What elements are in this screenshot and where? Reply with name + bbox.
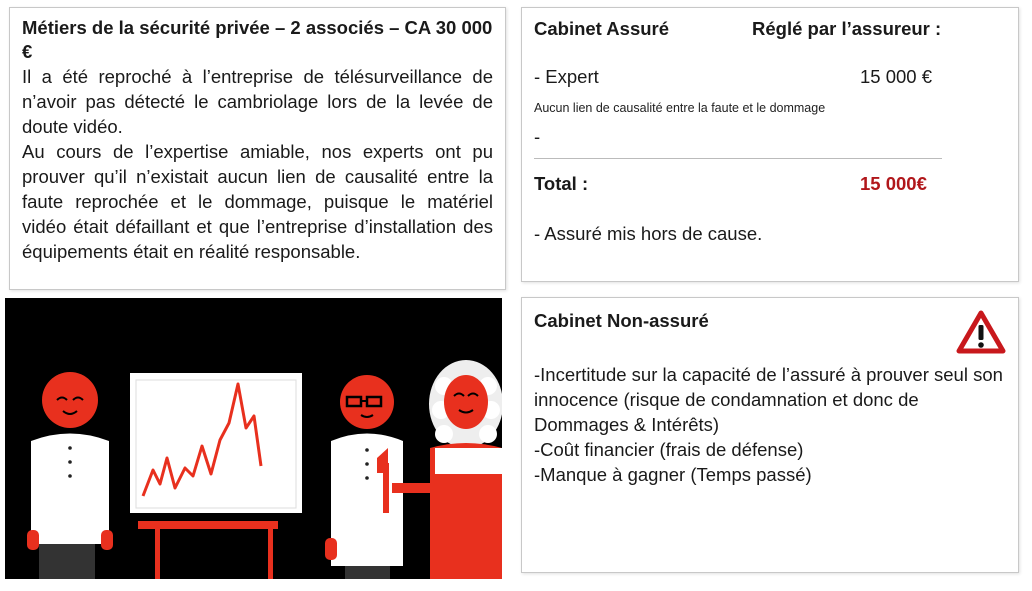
total-value: 15 000€ (860, 173, 927, 194)
causality-note: Aucun lien de causalité entre la faute et le dommage (534, 101, 826, 115)
regle-label: Réglé par l’assureur : (752, 18, 942, 39)
warning-icon (956, 310, 1006, 354)
consequence-item-3: -Manque à gagner (Temps passé) (534, 464, 812, 485)
total-divider (534, 158, 942, 159)
cabinet-non-assure-title: Cabinet Non-assuré (534, 310, 709, 331)
case-description-box (9, 7, 506, 290)
cabinet-assure-title: Cabinet Assuré (534, 18, 670, 39)
empty-dash: - (534, 126, 541, 147)
consequences-list (534, 362, 1004, 487)
outcome-text: - Assuré mis hors de cause. (534, 223, 763, 244)
cabinet-non-assure-box (521, 297, 1019, 573)
illustration-graphic (5, 298, 502, 579)
consequence-item-1: -Incertitude sur la capacité de l’assuré à prouver seul son innocence (risque de condamnation et donc de Dommages & Intérêts) (534, 364, 1003, 435)
cabinet-assure-box (521, 7, 1019, 282)
expert-value: 15 000 € (860, 66, 933, 87)
case-paragraph-1: Il a été reproché à l’entreprise de télésurveillance de n’avoir pas détecté le cambriolage lors de la levée de doute vidéo. (22, 66, 493, 137)
expert-label: - Expert (534, 66, 599, 87)
courtroom-illustration (5, 298, 502, 579)
case-paragraph-2: Au cours de l’expertise amiable, nos experts ont pu prouver qu’il n’existait aucun lien de causalité entre la faute reprochée et le dommage, puisque le matériel vidéo était défaillant et que l’entreprise d’installation des équipements était en réalité responsable. (22, 141, 493, 262)
consequence-item-2: -Coût financier (frais de défense) (534, 439, 804, 460)
case-title: Métiers de la sécurité privée – 2 associés – CA 30 000 € (22, 17, 493, 62)
total-label: Total : (534, 173, 589, 194)
